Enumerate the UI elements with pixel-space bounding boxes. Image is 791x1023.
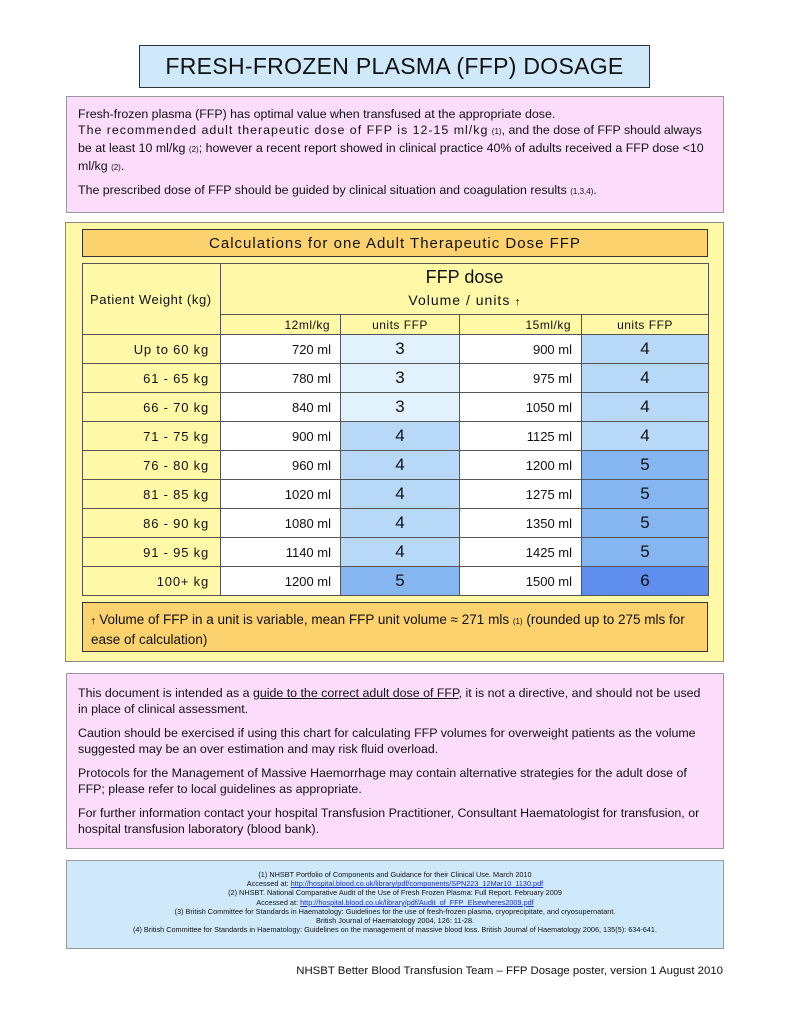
volume-12-cell: 1020 ml xyxy=(221,480,341,509)
units-12-cell: 3 xyxy=(341,393,460,422)
weight-cell: 71 - 75 kg xyxy=(83,422,221,451)
volume-12-cell: 720 ml xyxy=(221,335,341,364)
guidance-p1 xyxy=(78,685,712,717)
reference-3-journal: British Journal of Haematology 2004, 126: 11-28. xyxy=(315,916,475,926)
reference-1-link[interactable]: http://hospital.blood.co.uk/library/pdf/components/SPN223_12Mar10_1130.pdf xyxy=(290,879,544,889)
col-header-units-a: units FFP xyxy=(341,315,460,335)
units-12-cell: 5 xyxy=(341,567,460,596)
volume-15-cell: 1125 ml xyxy=(460,422,582,451)
intro-line-3b: . xyxy=(593,183,597,197)
weight-cell: 66 - 70 kg xyxy=(83,393,221,422)
units-12-cell: 3 xyxy=(341,364,460,393)
units-15-cell: 5 xyxy=(582,538,709,567)
table-row xyxy=(83,393,709,422)
intro-ref-1: (1) xyxy=(491,127,502,136)
units-12-cell: 4 xyxy=(341,538,460,567)
volume-15-cell: 1275 ml xyxy=(460,480,582,509)
volume-15-cell: 975 ml xyxy=(460,364,582,393)
units-15-cell: 5 xyxy=(582,480,709,509)
guide-link[interactable]: guide to the correct adult dose of FFP xyxy=(252,686,459,700)
volume-12-cell: 900 ml xyxy=(221,422,341,451)
col-header-12mlkg: 12ml/kg xyxy=(221,315,341,335)
note-dagger: † xyxy=(91,617,96,626)
weight-cell: 61 - 65 kg xyxy=(83,364,221,393)
intro-ref-4: (1,3,4) xyxy=(570,187,594,196)
weight-cell: 76 - 80 kg xyxy=(83,451,221,480)
guidance-box xyxy=(66,673,724,849)
table-row xyxy=(83,567,709,596)
units-15-cell: 4 xyxy=(582,335,709,364)
dose-table-body xyxy=(83,335,709,596)
reference-2: (2) NHSBT. National Comparative Audit of the Use of Fresh Frozen Plasma: Full Report. February 2009 xyxy=(228,888,562,898)
volume-units-label: Volume / units † xyxy=(408,292,521,308)
units-15-cell: 4 xyxy=(582,393,709,422)
units-15-cell: 6 xyxy=(582,567,709,596)
weight-cell: 91 - 95 kg xyxy=(83,538,221,567)
units-15-cell: 4 xyxy=(582,364,709,393)
guidance-p2: Caution should be exercised if using this chart for calculating FFP volumes for overweight patients as the volume suggested may be an over estimation and may risk fluid overload. xyxy=(78,726,696,756)
calculation-header: Calculations for one Adult Therapeutic Dose FFP xyxy=(82,229,708,257)
units-12-cell: 4 xyxy=(341,509,460,538)
units-12-cell: 4 xyxy=(341,451,460,480)
dagger-mark: † xyxy=(515,298,521,307)
volume-12-cell: 840 ml xyxy=(221,393,341,422)
guidance-p3: Protocols for the Management of Massive Haemorrhage may contain alternative strategies for the adult dose of FFP; please refer to local guidelines as appropriate. xyxy=(78,766,687,796)
units-15-cell: 5 xyxy=(582,509,709,538)
intro-line-2a: The recommended adult therapeutic dose of FFP is 12-15 ml/kg xyxy=(78,123,489,137)
volume-15-cell: 1500 ml xyxy=(460,567,582,596)
units-12-cell: 4 xyxy=(341,422,460,451)
ffp-dose-label: FFP dose xyxy=(425,267,504,287)
intro-line-2b: , and the dose of FFP should always be at least 10 ml/kg xyxy=(78,123,702,155)
weight-cell: Up to 60 kg xyxy=(83,335,221,364)
col-header-units-b: units FFP xyxy=(582,315,709,335)
intro-line-1: Fresh-frozen plasma (FFP) has optimal value when transfused at the appropriate dose. xyxy=(78,107,556,121)
intro-ref-3: (2) xyxy=(111,163,121,172)
intro-line-2d: . xyxy=(120,159,125,173)
page-title: FRESH-FROZEN PLASMA (FFP) DOSAGE xyxy=(139,45,650,88)
table-row xyxy=(83,509,709,538)
reference-2-access: Accessed at: http://hospital.blood.co.uk/library/pdf/Audit_of_FFP_Elsewheres2009.pdf xyxy=(256,897,534,907)
dose-table xyxy=(82,263,709,596)
intro-box xyxy=(66,96,724,213)
note-text-a: Volume of FFP in a unit is variable, mean FFP unit volume ≈ 271 mls xyxy=(99,612,510,627)
weight-cell: 100+ kg xyxy=(83,567,221,596)
weight-cell: 86 - 90 kg xyxy=(83,509,221,538)
references-box xyxy=(66,860,724,949)
table-row xyxy=(83,538,709,567)
volume-15-cell: 1200 ml xyxy=(460,451,582,480)
volume-12-cell: 1080 ml xyxy=(221,509,341,538)
reference-3: (3) British Committee for Standards in Haematology: Guidelines for the use of fresh-frozen plasma, cryoprecipitate, and cryosupernatant. xyxy=(174,906,616,916)
weight-cell: 81 - 85 kg xyxy=(83,480,221,509)
intro-line-2c: ; however a recent report showed in clinical practice 40% of adults received a FFP dose <10 ml/kg xyxy=(78,141,704,173)
volume-12-cell: 960 ml xyxy=(221,451,341,480)
ffp-dose-header xyxy=(221,264,709,315)
volume-12-cell: 1200 ml xyxy=(221,567,341,596)
table-row xyxy=(83,335,709,364)
reference-2-link[interactable]: http://hospital.blood.co.uk/library/pdf/Audit_of_FFP_Elsewheres2009.pdf xyxy=(300,897,534,907)
intro-text-2 xyxy=(78,182,712,200)
reference-1: (1) NHSBT Portfolio of Components and Guidance for their Clinical Use. March 2010 xyxy=(258,870,532,879)
volume-15-cell: 1350 ml xyxy=(460,509,582,538)
units-15-cell: 5 xyxy=(582,451,709,480)
reference-4: (4) British Committee for Standards in Haematology: Guidelines on the management of massive blood loss. British Journal of Haematology 2006, 135(5): 634-641. xyxy=(132,925,658,935)
intro-text-1 xyxy=(78,106,712,176)
guidance-p1-b: , it is not a directive, and should not be used in place of clinical assessment. xyxy=(78,686,701,716)
patient-weight-header: Patient Weight (kg) xyxy=(83,264,221,335)
guidance-p1-a: This document is intended as a xyxy=(78,686,253,700)
guidance-p4: For further information contact your hospital Transfusion Practitioner, Consultant Haematologist for transfusion, or hospital transfusion laboratory (blood bank). xyxy=(78,806,700,836)
units-15-cell: 4 xyxy=(582,422,709,451)
volume-15-cell: 1050 ml xyxy=(460,393,582,422)
units-12-cell: 3 xyxy=(341,335,460,364)
col-header-15mlkg: 15ml/kg xyxy=(460,315,582,335)
units-12-cell: 4 xyxy=(341,480,460,509)
intro-line-3a: The prescribed dose of FFP should be guided by clinical situation and coagulation results xyxy=(78,183,567,197)
footer-credit: NHSBT Better Blood Transfusion Team – FFP Dosage poster, version 1 August 2010 xyxy=(296,965,723,977)
note-ref: (1) xyxy=(512,617,523,626)
volume-12-cell: 1140 ml xyxy=(221,538,341,567)
table-row xyxy=(83,364,709,393)
table-row xyxy=(83,451,709,480)
reference-1-access: Accessed at: http://hospital.blood.co.uk/library/pdf/components/SPN223_12Mar10_1130.pdf xyxy=(246,879,544,889)
unit-volume-note xyxy=(82,602,708,652)
table-row xyxy=(83,480,709,509)
note-text-b: (rounded up to 275 mls for ease of calculation) xyxy=(91,612,685,647)
volume-12-cell: 780 ml xyxy=(221,364,341,393)
intro-ref-2: (2) xyxy=(188,145,199,154)
table-row xyxy=(83,422,709,451)
volume-15-cell: 900 ml xyxy=(460,335,582,364)
volume-15-cell: 1425 ml xyxy=(460,538,582,567)
